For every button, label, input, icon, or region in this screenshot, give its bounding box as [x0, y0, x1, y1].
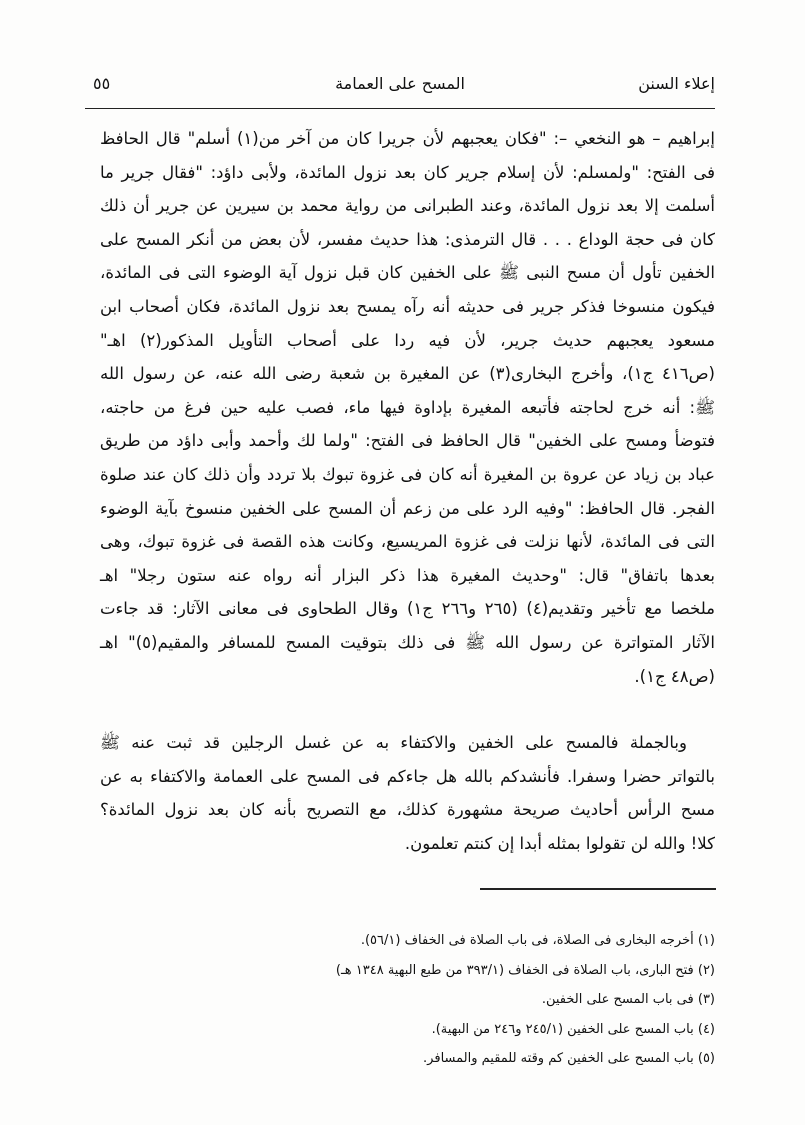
book-title: إعلاء السنن	[638, 74, 715, 93]
chapter-title: المسح على العمامة	[335, 74, 465, 93]
footnote: (٣) فى باب المسح على الخفين.	[541, 992, 715, 1007]
footnote-separator	[480, 888, 716, 890]
footnote: (١) أخرجه البخارى فى الصلاة، فى باب الصلاة فى الخفاف (٥٦/١).	[360, 933, 715, 948]
footnotes	[300, 926, 715, 1074]
text-line: كلا! والله لن تقولوا بمثله أبدا إن كنتم تعلمون.	[404, 833, 715, 853]
text-line: إبراهيم – هو النخعي –: "فكان يعجبهم لأن جريرا كان من آخر من(١) أسلم" قال الحافظ	[100, 129, 715, 148]
text-line: ملخصا مع تأخير وتقديم(٤) (٢٦٥ و٢٦٦ ج١) وقال الطحاوى فى معانى الآثار: قد جاءت	[100, 599, 715, 619]
text-line: الآثار المتواترة عن رسول الله ﷺ فى ذلك بتوقيت المسح للمسافر والمقيم(٥)" اهـ	[100, 632, 715, 652]
text-line: فيكون منسوخا فذكر جرير فى حديثه أنه رآه يمسح بعد نزول المائدة، فكان أصحاب ابن	[100, 296, 715, 316]
footnote: (٤) باب المسح على الخفين (٢٤٥/١ و٢٤٦ من البهية).	[431, 1021, 715, 1037]
footnote: (٥) باب المسح على الخفين كم وقته للمقيم والمسافر.	[423, 1051, 715, 1066]
text-line: أسلمت إلا بعد نزول المائدة، وعند الطبرانى من رواية محمد بن سيرين عن جرير أن ذلك	[100, 196, 715, 216]
text-line: التى فى المائدة، لأنها نزلت فى غزوة المريسيع، وكانت هذه القصة فى غزوة تبوك، وهى	[100, 532, 715, 552]
header-rule	[85, 108, 715, 109]
text-line: فى الفتح: "ولمسلم: لأن إسلام جرير كان بعد نزول المائدة، ولأبى داؤد: "فقال جرير ما	[100, 162, 715, 182]
text-line: الفجر. قال الحافظ: "وفيه الرد على من زعم أن المسح على الخفين منسوخ بآية الوضوء	[100, 498, 715, 518]
footnote: (٢) فتح البارى، باب الصلاة فى الخفاف (٣٩٣/١ من طبع البهية ١٣٤٨ هـ)	[335, 962, 715, 978]
text-line: الخفين تأول أن مسح النبى ﷺ على الخفين كان قبل نزول آية الوضوء التى فى المائدة،	[100, 263, 715, 283]
text-line: مسح الرأس أحاديث صريحة مشهورة كذلك، مع التصريح بأنه كان بعد نزول المائدة؟	[100, 800, 715, 820]
text-line: ﷺ: أنه خرج لحاجته فأتبعه المغيرة بإداوة فيها ماء، فصب عليه حين فرغ من حاجته،	[100, 397, 715, 417]
page-number: ٥٥	[93, 74, 111, 93]
text-line: عباد بن زياد عن عروة بن المغيرة أنه كان فى غزوة تبوك بلا تردد وأن ذلك كان عند صلوة	[100, 464, 715, 484]
text-line: فتوضأ ومسح على الخفين" قال الحافظ فى الفتح: "ولما لك وأحمد وأبى داؤد من طريق	[100, 431, 715, 451]
running-header	[85, 74, 715, 104]
text-line: (ص٤١٦ ج١)، وأخرج البخارى(٣) عن المغيرة بن شعبة رضى الله عنه، عن رسول الله	[100, 364, 715, 384]
text-line: بالتواتر حضرا وسفرا. فأنشدكم بالله هل جاءكم فى المسح على العمامة والاكتفاء به عن	[100, 766, 715, 786]
text-line: بعدها باتفاق" قال: "وحديث المغيرة هذا ذكر البزار أنه رواه عنه ستون رجلا" اهـ	[100, 565, 715, 585]
text-line: وبالجملة فالمسح على الخفين والاكتفاء به عن غسل الرجلين قد ثبت عنه ﷺ	[100, 733, 687, 753]
text-line: كان فى حجة الوداع . . . قال الترمذى: هذا حديث مفسر، لأن بعض من أنكر المسح على	[100, 229, 715, 249]
text-line: (ص٤٨ ج١).	[634, 666, 715, 686]
text-line: مسعود يعجبهم حديث جرير، لأن فيه ردا على أصحاب التأويل المذكور(٢) اهـ"	[100, 330, 715, 350]
main-text	[100, 122, 715, 860]
